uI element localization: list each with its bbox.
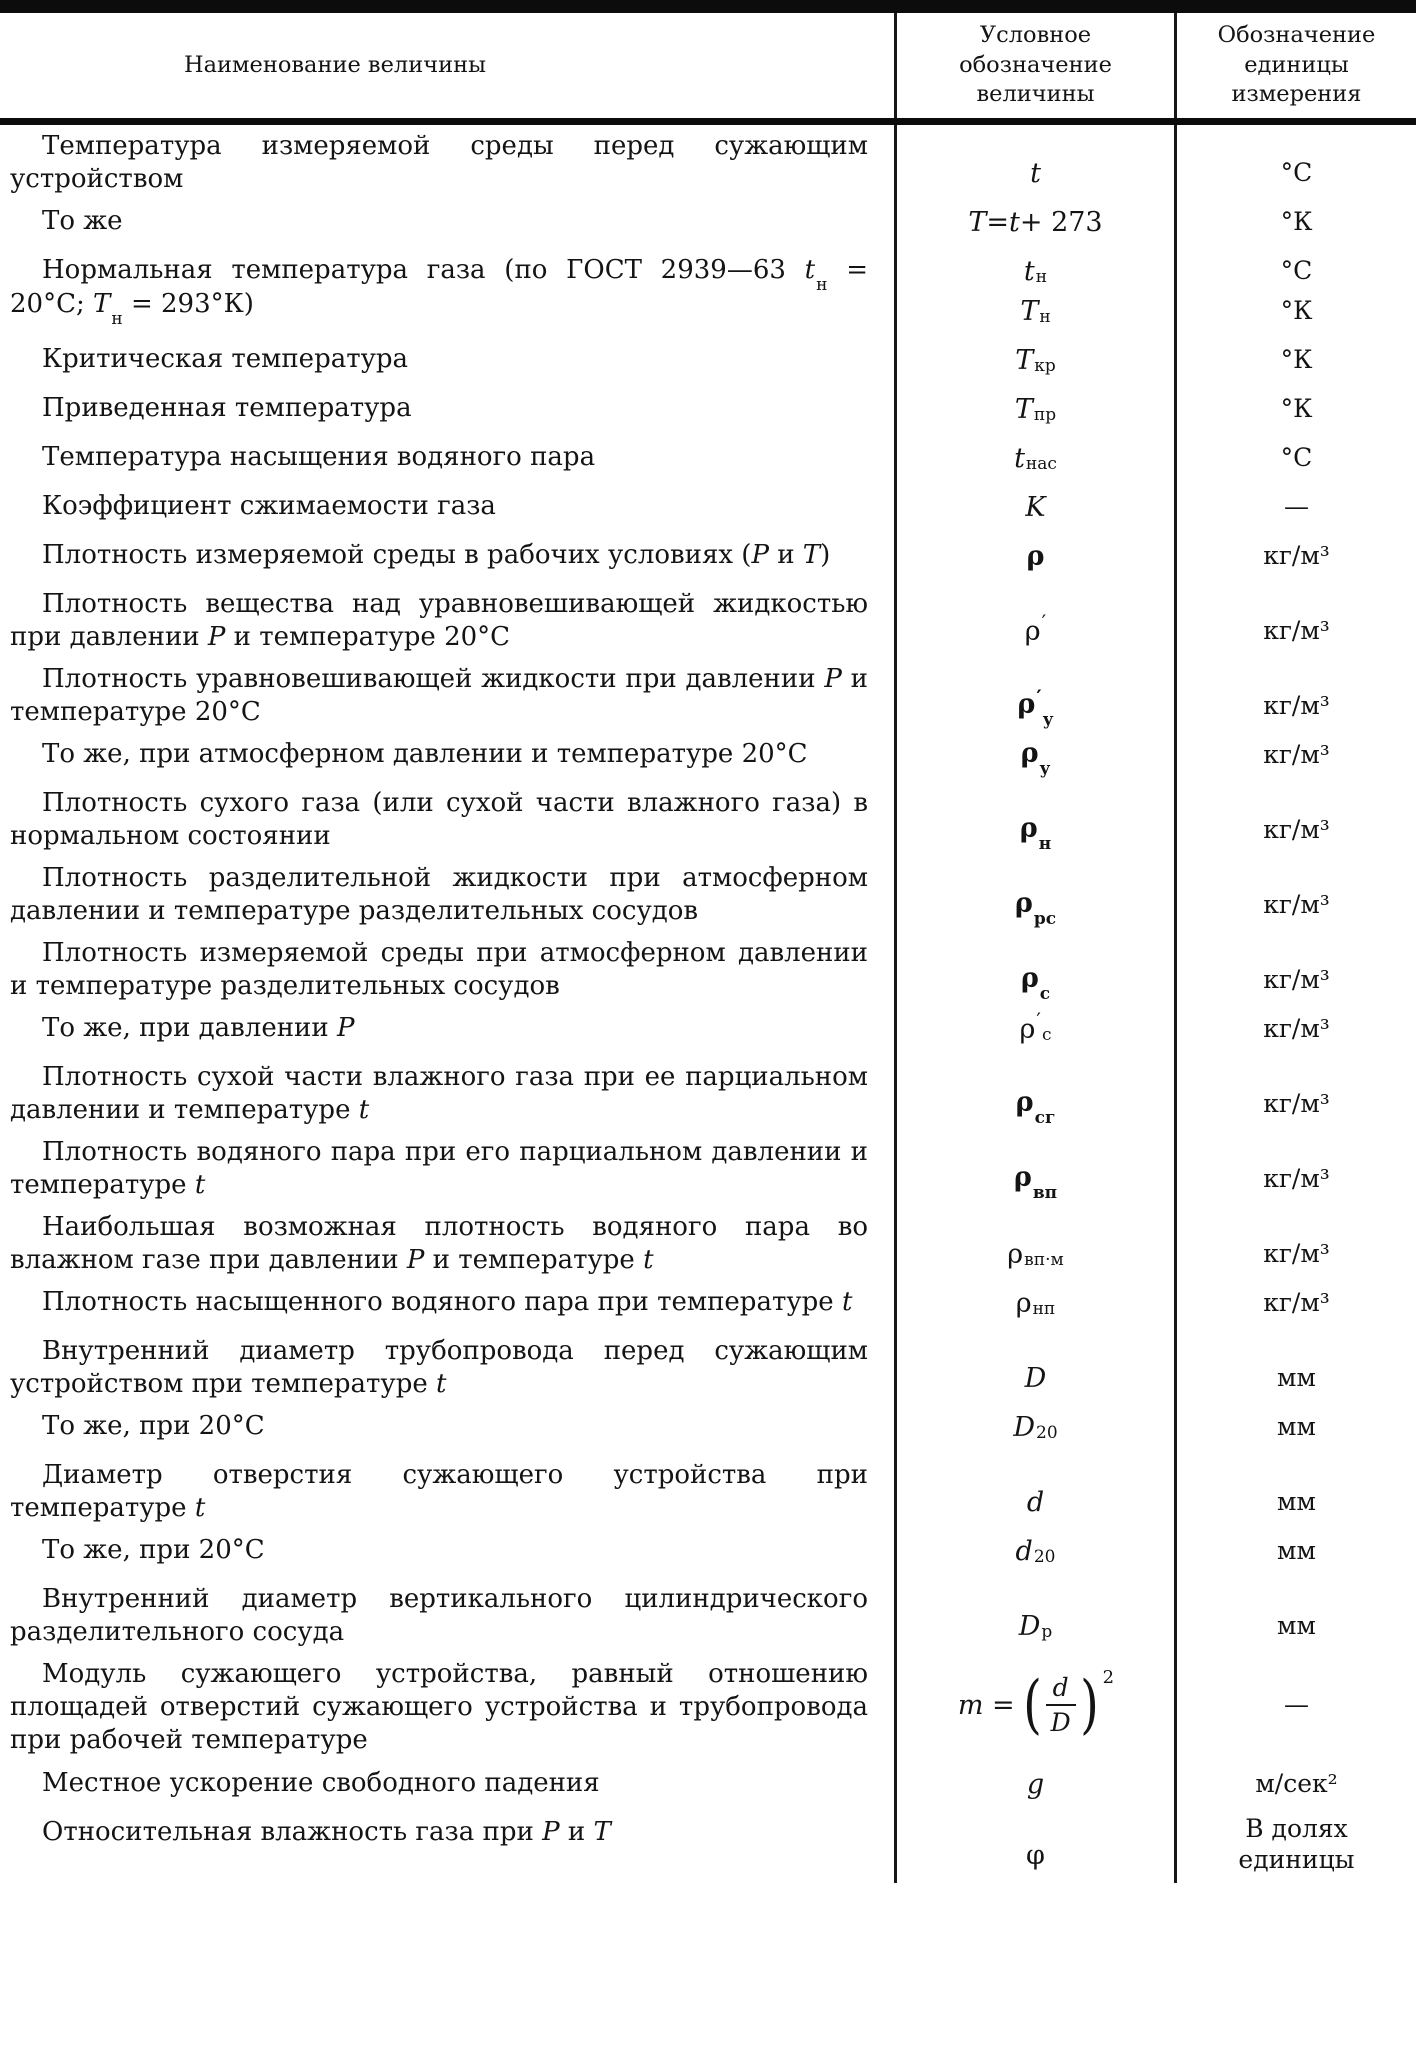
unit-cell (1174, 485, 1416, 534)
symbol: $\rho_у$ (1020, 737, 1051, 780)
quantity-name-cell (0, 1405, 894, 1454)
symbol-cell (894, 1131, 1174, 1206)
quantity-name-cell (0, 534, 894, 583)
table-row (0, 485, 1416, 534)
unit: мм (1277, 1611, 1316, 1641)
symbol: ρ $_{вп\cdot м}$ (1007, 1238, 1064, 1270)
unit: мм (1277, 1487, 1316, 1517)
table-row (0, 1206, 1416, 1281)
symbol-cell (894, 1811, 1174, 1883)
quantity-name: Приведенная температура (42, 393, 412, 424)
unit-entry (1281, 251, 1313, 291)
table-row (0, 1811, 1416, 1883)
unit: °К (1280, 207, 1313, 237)
page-top-rule (0, 0, 1416, 13)
symbol: ρ ′ $_с$ (1019, 1008, 1052, 1045)
unit-entry (1281, 202, 1313, 242)
quantity-name-cell (0, 583, 894, 658)
table-row (0, 436, 1416, 485)
unit: мм (1277, 1363, 1316, 1393)
symbol-cell (894, 534, 1174, 583)
symbol-cell (894, 387, 1174, 436)
table-row (0, 1529, 1416, 1578)
unit-entry (1263, 1234, 1330, 1274)
unit-cell (1174, 1653, 1416, 1762)
quantity-name-cell (0, 1131, 894, 1206)
quantity-name: Плотность сухого газа (или сухой части влажного газа) в нормальном состоянии (10, 788, 868, 852)
table-row (0, 338, 1416, 387)
symbol: φ (1026, 1840, 1045, 1872)
unit: кг/м³ (1263, 691, 1330, 721)
unit-cell (1174, 125, 1416, 200)
quantity-name-cell (0, 485, 894, 534)
symbol: ρ $_{нп}$ (1015, 1287, 1056, 1319)
quantity-name-cell (0, 733, 894, 782)
quantity-name-cell (0, 857, 894, 932)
unit: м/сек² (1255, 1769, 1338, 1799)
quantity-name: То же, при 20°C (42, 1411, 265, 1442)
quantity-name: Температура измеряемой среды перед сужающим устройством (10, 131, 868, 195)
unit-entry (1284, 487, 1309, 527)
unit-cell (1174, 1529, 1416, 1578)
symbol: $\rho_{сг}$ (1015, 1086, 1056, 1129)
unit: — (1284, 492, 1309, 522)
unit: кг/м³ (1263, 1089, 1330, 1119)
unit-entry (1263, 611, 1330, 651)
quantity-name-cell (0, 1811, 894, 1883)
unit-cell (1174, 1578, 1416, 1653)
quantity-name-cell (0, 658, 894, 733)
quantity-name-cell (0, 249, 894, 338)
unit-cell (1174, 1281, 1416, 1330)
quantity-name-cell (0, 1330, 894, 1405)
unit-entry (1263, 960, 1330, 1000)
table-body (0, 125, 1416, 1883)
symbol-cell (894, 1653, 1174, 1762)
unit: кг/м³ (1263, 740, 1330, 770)
symbol: t $_{нас}$ (1014, 442, 1057, 474)
table-row (0, 583, 1416, 658)
symbol-cell (894, 782, 1174, 857)
unit-entry (1281, 153, 1313, 193)
symbol-cell (894, 733, 1174, 782)
quantity-name: То же, при атмосферном давлении и температуре 20°C (42, 739, 808, 770)
quantity-name: Нормальная температура газа (по ГОСТ 2939—63 $t_н = 20^\circ C$; $Т_н = 293^\circ К$) (10, 255, 868, 330)
unit-cell (1174, 1330, 1416, 1405)
unit: °C (1280, 443, 1313, 473)
symbol: $\rho_н$ (1019, 812, 1052, 855)
unit-entry (1263, 735, 1330, 775)
unit-entry (1255, 1764, 1337, 1804)
unit-cell (1174, 534, 1416, 583)
quantity-name-cell (0, 1653, 894, 1762)
unit-cell (1174, 1762, 1416, 1811)
symbol: m = ( $\frac{d}{D}$ ) $^2$ (957, 1666, 1115, 1742)
table-row (0, 249, 1416, 338)
quantity-name: Наибольшая возможная плотность водяного пара во влажном газе при давлении P и температуре t (10, 1212, 868, 1276)
table-row (0, 1330, 1416, 1405)
unit: кг/м³ (1263, 965, 1330, 995)
quantity-name: Плотность насыщенного водяного пара при температуре t (42, 1287, 853, 1318)
unit-cell (1174, 1454, 1416, 1529)
symbol-cell (894, 1206, 1174, 1281)
unit-cell (1174, 733, 1416, 782)
table-row (0, 1405, 1416, 1454)
table-row (0, 1762, 1416, 1811)
quantity-name-cell (0, 1056, 894, 1131)
table-row (0, 1007, 1416, 1056)
unit: кг/м³ (1263, 1014, 1330, 1044)
table-row (0, 782, 1416, 857)
symbol: T = t + 273 (968, 206, 1103, 238)
quantity-name: Плотность разделительной жидкости при атмосферном давлении и температуре разделительных сосудов (10, 863, 868, 927)
unit-entry (1263, 1283, 1330, 1323)
quantity-name: То же, при 20°C (42, 1535, 265, 1566)
symbol-cell (894, 1529, 1174, 1578)
unit: °К (1280, 296, 1313, 326)
symbol: D (1024, 1362, 1047, 1394)
table-row (0, 857, 1416, 932)
quantity-name: Коэффициент сжимаемости газа (42, 491, 496, 522)
unit-cell (1174, 583, 1416, 658)
quantity-name-cell (0, 338, 894, 387)
symbol: D $_{20}$ (1013, 1411, 1058, 1443)
unit: кг/м³ (1263, 1239, 1330, 1269)
symbol: ρ ′ (1024, 610, 1047, 647)
header-divider-rule (0, 118, 1416, 125)
table-row (0, 1056, 1416, 1131)
table-header-unit (1174, 13, 1416, 118)
quantity-name: Плотность измеряемой среды в рабочих условиях (P и T) (42, 540, 831, 571)
table-row (0, 932, 1416, 1007)
symbol-cell (894, 1281, 1174, 1330)
unit: кг/м³ (1263, 1288, 1330, 1318)
unit: кг/м³ (1263, 1164, 1330, 1194)
table-row (0, 658, 1416, 733)
quantity-name: То же, при давлении P (42, 1013, 355, 1044)
quantity-name: Внутренний диаметр трубопровода перед сужающим устройством при температуре t (10, 1336, 868, 1400)
symbol: g (1026, 1768, 1045, 1800)
header-label: Наименование величины (184, 51, 486, 78)
symbol-cell (894, 583, 1174, 658)
quantity-name: Диаметр отверстия сужающего устройства при температуре t (10, 1460, 868, 1524)
quantity-name-cell (0, 782, 894, 857)
header-label: Обозначение единицы измерения (1217, 22, 1376, 108)
symbol-cell (894, 485, 1174, 534)
unit: кг/м³ (1263, 541, 1330, 571)
unit-cell (1174, 436, 1416, 485)
unit-entry (1281, 291, 1313, 331)
quantity-name-cell (0, 200, 894, 249)
table-row (0, 1653, 1416, 1762)
symbol: d $_{20}$ (1015, 1535, 1056, 1567)
symbol-cell (894, 932, 1174, 1007)
unit-entry (1263, 885, 1330, 925)
table-row (0, 1454, 1416, 1529)
table-header-symbol (894, 13, 1174, 118)
unit-entry (1263, 1009, 1330, 1049)
symbol-cell (894, 1454, 1174, 1529)
quantity-name: Критическая температура (42, 344, 409, 375)
quantity-name-cell (0, 387, 894, 436)
unit-entry (1281, 389, 1313, 429)
symbol: $\rho_{рс}$ (1014, 887, 1057, 930)
unit-cell (1174, 658, 1416, 733)
quantity-name-cell (0, 1529, 894, 1578)
symbol-cell (894, 658, 1174, 733)
unit-cell (1174, 932, 1416, 1007)
symbol-cell (894, 1578, 1174, 1653)
unit: В долях единицы (1238, 1814, 1355, 1875)
table-row (0, 1578, 1416, 1653)
quantity-name: Плотность водяного пара при его парциальном давлении и температуре t (10, 1137, 868, 1201)
unit-cell (1174, 1131, 1416, 1206)
table-header-row (0, 13, 1416, 118)
quantity-name-cell (0, 1206, 894, 1281)
table-row (0, 534, 1416, 583)
unit-entry (1281, 340, 1313, 380)
table-row (0, 1131, 1416, 1206)
symbol-cell (894, 338, 1174, 387)
symbol: $\rho_с$ (1020, 962, 1051, 1005)
quantity-name: Плотность вещества над уравновешивающей жидкостью при давлении P и температуре 20°C (10, 589, 868, 653)
symbol-cell (894, 1405, 1174, 1454)
symbol-cell (894, 857, 1174, 932)
symbol-cell (894, 200, 1174, 249)
symbol-cell (894, 1056, 1174, 1131)
symbol: K (1025, 491, 1046, 523)
unit-entry (1217, 1813, 1377, 1876)
unit-entry (1277, 1531, 1316, 1571)
table-row (0, 200, 1416, 249)
unit-entry (1263, 1159, 1330, 1199)
quantity-name-cell (0, 932, 894, 1007)
unit-cell (1174, 387, 1416, 436)
symbol-cell (894, 1007, 1174, 1056)
header-label: Условное обозначение величины (959, 22, 1112, 108)
symbol: T $_{пр}$ (1014, 393, 1057, 425)
unit-cell (1174, 1007, 1416, 1056)
symbol: t (1030, 157, 1041, 189)
quantity-name: Внутренний диаметр вертикального цилиндрического разделительного сосуда (10, 1584, 868, 1648)
symbol: D $_р$ (1018, 1610, 1053, 1642)
quantity-name-cell (0, 436, 894, 485)
symbol-cell (894, 1330, 1174, 1405)
unit-entry (1281, 438, 1313, 478)
symbol: T $_{кр}$ (1015, 344, 1056, 376)
unit-cell (1174, 857, 1416, 932)
quantity-name-cell (0, 125, 894, 200)
symbol-cell (894, 125, 1174, 200)
unit-entry (1263, 1084, 1330, 1124)
unit-cell (1174, 1811, 1416, 1883)
table-header-quantity-name (0, 13, 894, 118)
quantity-name-cell (0, 1578, 894, 1653)
symbol: $\rho'_у$ (1017, 684, 1054, 731)
symbol-cell (894, 249, 1174, 338)
table-row (0, 733, 1416, 782)
unit: °К (1280, 345, 1313, 375)
unit-entry (1284, 1655, 1309, 1755)
unit: кг/м³ (1263, 815, 1330, 845)
quantity-name-cell (0, 1281, 894, 1330)
quantity-name: Плотность уравновешивающей жидкости при давлении P и температуре 20°C (10, 664, 868, 728)
table-row (0, 125, 1416, 200)
unit-cell (1174, 1405, 1416, 1454)
quantity-name: Относительная влажность газа при P и T (42, 1817, 611, 1848)
symbol: ρ (1026, 540, 1045, 572)
symbol: T $_н$ (1020, 295, 1051, 327)
unit: мм (1277, 1412, 1316, 1442)
quantity-name: Местное ускорение свободного падения (42, 1768, 600, 1799)
quantity-name: Модуль сужающего устройства, равный отношению площадей отверстий сужающего устройства и трубопровода при рабочей температуре (10, 1659, 868, 1756)
unit: °К (1280, 394, 1313, 424)
quantity-name: То же (42, 206, 123, 237)
table-row (0, 387, 1416, 436)
unit-entry (1277, 1358, 1316, 1398)
table-row (0, 1281, 1416, 1330)
unit-entry (1263, 686, 1330, 726)
unit-entry (1277, 1606, 1316, 1646)
symbol-cell (894, 436, 1174, 485)
unit-cell (1174, 1056, 1416, 1131)
unit-cell (1174, 782, 1416, 857)
unit: мм (1277, 1536, 1316, 1566)
unit-entry (1277, 1407, 1316, 1447)
unit-cell (1174, 200, 1416, 249)
unit: — (1284, 1690, 1309, 1720)
quantity-name: Температура насыщения водяного пара (42, 442, 596, 473)
unit-entry (1263, 810, 1330, 850)
symbol-cell (894, 1762, 1174, 1811)
symbol: d (1026, 1486, 1045, 1518)
unit: кг/м³ (1263, 890, 1330, 920)
quantity-name: Плотность сухой части влажного газа при ее парциальном давлении и температуре t (10, 1062, 868, 1126)
unit-cell (1174, 1206, 1416, 1281)
unit: °C (1280, 158, 1313, 188)
quantity-name-cell (0, 1454, 894, 1529)
unit-cell (1174, 338, 1416, 387)
symbol: t $_н$ (1023, 255, 1048, 287)
unit-cell (1174, 249, 1416, 338)
unit-entry (1263, 536, 1330, 576)
quantity-name: Плотность измеряемой среды при атмосферном давлении и температуре разделительных сосудов (10, 938, 868, 1002)
unit: кг/м³ (1263, 616, 1330, 646)
quantity-name-cell (0, 1007, 894, 1056)
unit-entry (1277, 1482, 1316, 1522)
unit: °C (1280, 256, 1313, 286)
symbol: $\rho_{вп}$ (1013, 1161, 1058, 1204)
quantity-name-cell (0, 1762, 894, 1811)
